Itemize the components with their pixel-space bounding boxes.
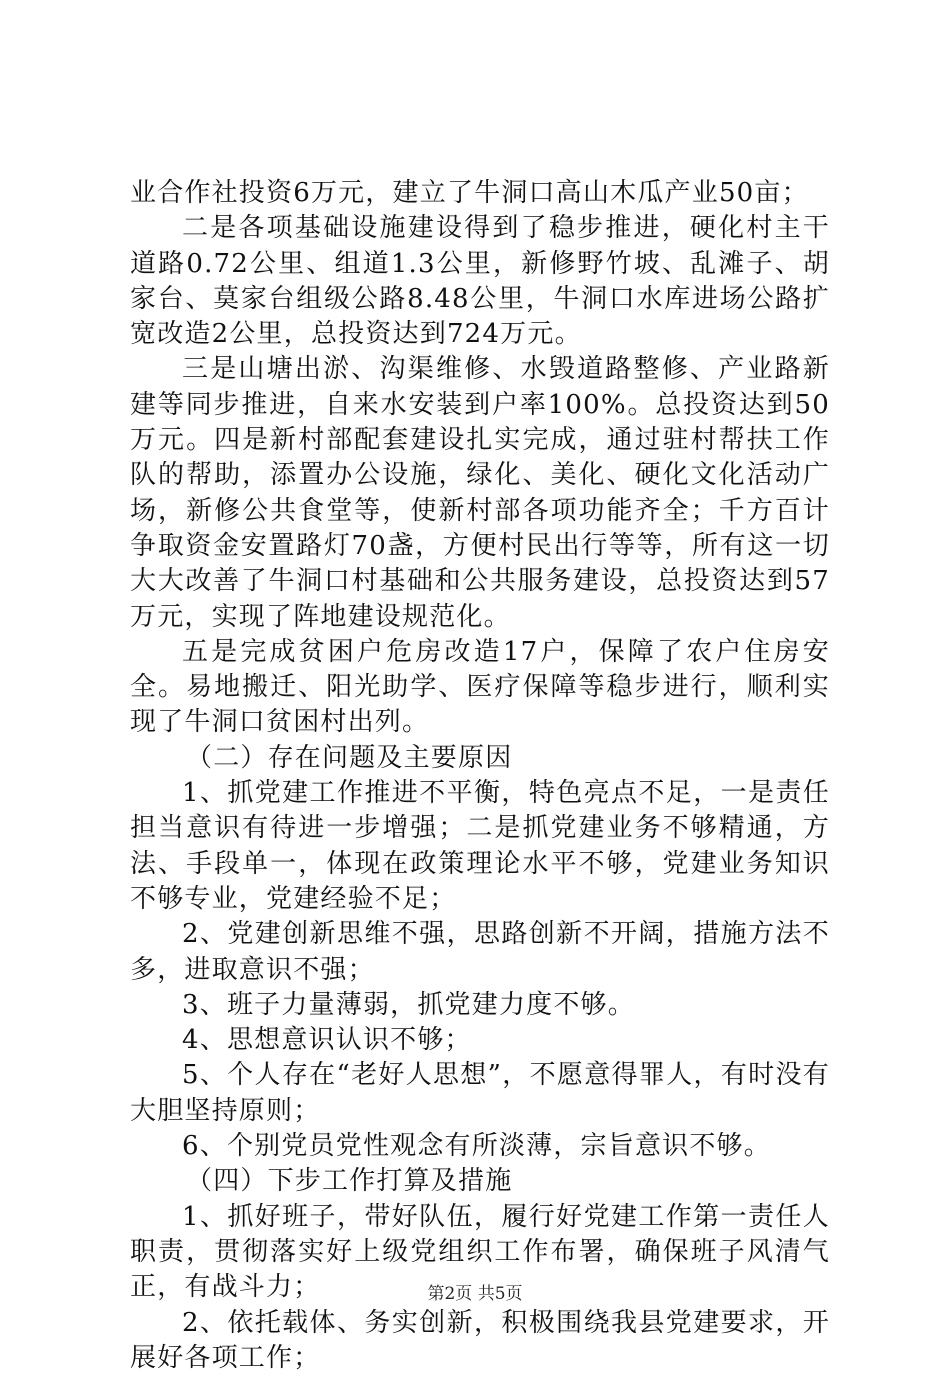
document-body [130,176,830,1376]
section-heading-next-steps: （四）下步工作打算及措施 [130,1164,830,1199]
section-heading-problems: （二）存在问题及主要原因 [130,741,830,776]
list-item-problem-5: 5、个人存在“老好人思想”，不愿意得罪人，有时没有大胆坚持原则； [130,1058,830,1129]
list-item-measure-2: 2、依托载体、务实创新，积极围绕我县党建要求，开展好各项工作； [130,1306,830,1376]
page-number-footer: 第2页 共5页 [0,1279,950,1304]
paragraph-infrastructure: 二是各项基础设施建设得到了稳步推进，硬化村主干道路0.72公里、组道1.3公里，新修野竹坡、乱滩子、胡家台、莫家台组级公路8.48公里，牛洞口水库进场公路扩宽改造2公里，总投资达到724万元。 [130,211,830,352]
list-item-measure-1: 1、抓好班子，带好队伍，履行好党建工作第一责任人职责，贯彻落实好上级党组织工作布署，确保班子风清气正，有战斗力； [130,1200,830,1306]
paragraph-poverty-alleviation: 五是完成贫困户危房改造17户，保障了农户住房安全。易地搬迁、阳光助学、医疗保障等稳步进行，顺利实现了牛洞口贫困村出列。 [130,635,830,741]
paragraph-water-and-village-center: 三是山塘出淤、沟渠维修、水毁道路整修、产业路新建等同步推进，自来水安装到户率100%。总投资达到50万元。四是新村部配套建设扎实完成，通过驻村帮扶工作队的帮助，添置办公设施，绿化、美化、硬化文化活动广场，新修公共食堂等，使新村部各项功能齐全；千方百计争取资金安置路灯70盏，方便村民出行等等，所有这一切大大改善了牛洞口村基础和公共服务建设，总投资达到57万元，实现了阵地建设规范化。 [130,352,830,634]
list-item-problem-4: 4、思想意识认识不够； [130,1023,830,1058]
list-item-problem-2: 2、党建创新思维不强，思路创新不开阔，措施方法不多，进取意识不强； [130,917,830,988]
list-item-problem-1: 1、抓党建工作推进不平衡，特色亮点不足，一是责任担当意识有待进一步增强；二是抓党建业务不够精通，方法、手段单一，体现在政策理论水平不够，党建业务知识不够专业，党建经验不足； [130,776,830,917]
list-item-problem-6: 6、个别党员党性观念有所淡薄，宗旨意识不够。 [130,1129,830,1164]
paragraph-continuation: 业合作社投资6万元，建立了牛洞口高山木瓜产业50亩； [130,176,830,211]
list-item-problem-3: 3、班子力量薄弱，抓党建力度不够。 [130,988,830,1023]
